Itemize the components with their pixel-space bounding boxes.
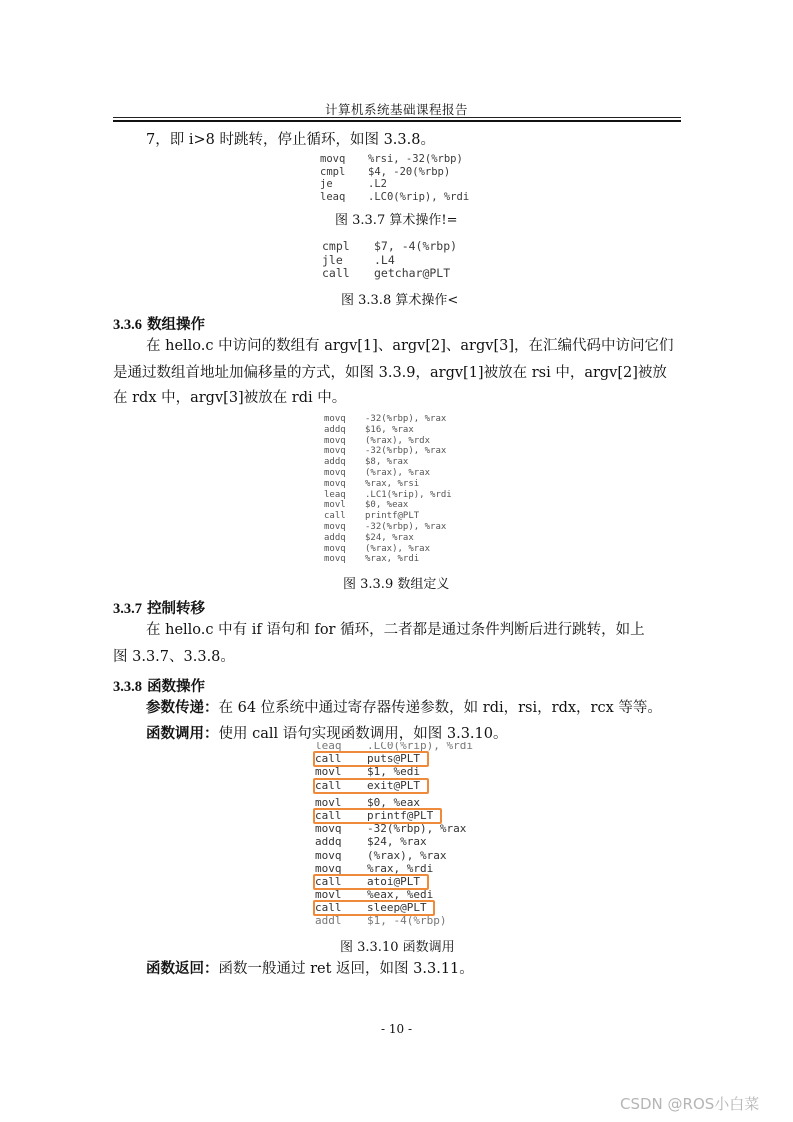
code-line — [315, 901, 473, 914]
page-header-title: 计算机系统基础课程报告 — [324, 102, 468, 117]
code-instruction: je — [320, 178, 333, 190]
function-return-label: 函数返回： — [146, 961, 219, 977]
code-instruction: movq — [324, 467, 346, 478]
section-heading-337 — [113, 597, 205, 618]
code-figure-338 — [322, 240, 457, 281]
code-operands: -32(%rbp), %rax — [367, 822, 467, 836]
section-heading-338 — [113, 675, 205, 696]
code-operands: atoi@PLT — [367, 874, 420, 888]
code-operands: (%rax), %rax — [367, 848, 447, 862]
code-line — [320, 153, 469, 166]
code-instruction: movq — [324, 435, 346, 446]
code-operands: printf@PLT — [367, 808, 434, 822]
code-line — [324, 425, 452, 436]
code-line — [324, 554, 452, 565]
code-instruction: movq — [324, 521, 346, 532]
code-instruction: movl — [315, 765, 342, 779]
code-instruction: movq — [324, 543, 346, 554]
code-instruction: movl — [315, 795, 342, 809]
section-number: 3.3.7 — [113, 601, 142, 617]
section-title: 控制转移 — [147, 601, 206, 617]
function-call-text: 使用 call 语句实现函数调用，如图 3.3.10。 — [218, 726, 508, 742]
code-operands: $1, %edi — [367, 765, 420, 779]
code-instruction: movq — [320, 153, 346, 165]
code-operands: $24, %rax — [365, 532, 414, 543]
paragraph-line: 在 hello.c 中有 if 语句和 for 循环，二者都是通过条件判断后进行跳转，如上 — [146, 622, 645, 638]
code-instruction: addl — [315, 914, 342, 928]
code-operands: .L2 — [368, 178, 387, 190]
code-line — [320, 178, 469, 191]
page-number: - 10 - — [380, 1022, 412, 1036]
code-operands: printf@PLT — [365, 511, 420, 522]
code-operands: $7, -4(%rbp) — [374, 239, 458, 253]
code-line — [315, 765, 473, 778]
code-line — [324, 446, 452, 457]
code-line — [324, 468, 452, 479]
code-instruction: addq — [324, 532, 346, 543]
code-operands: $0, %eax — [365, 500, 409, 511]
section-title: 函数操作 — [147, 679, 206, 695]
code-line — [324, 511, 452, 522]
paragraph-line: 在 rdx 中，argv[3]被放在 rdi 中。 — [113, 390, 347, 406]
code-operands: -32(%rbp), %rax — [365, 446, 447, 457]
code-operands: .LC1(%rip), %rdi — [365, 489, 452, 500]
code-instruction: cmpl — [322, 239, 350, 253]
code-line — [315, 835, 473, 848]
code-operands: -32(%rbp), %rax — [365, 521, 447, 532]
code-line — [324, 500, 452, 511]
paragraph-line: 图 3.3.7、3.3.8。 — [113, 649, 235, 665]
function-return-text: 函数一般通过 ret 返回，如图 3.3.11。 — [218, 961, 474, 977]
code-instruction: jle — [322, 252, 343, 267]
code-line — [322, 267, 457, 281]
code-line — [315, 849, 473, 862]
code-instruction: leaq — [320, 190, 346, 203]
code-instruction: movq — [315, 861, 342, 875]
code-line — [315, 875, 473, 888]
code-operands: (%rax), %rax — [365, 543, 431, 554]
code-instruction: movq — [324, 446, 346, 457]
code-figure-339 — [324, 414, 452, 565]
figure-caption-3310: 图 3.3.10 函数调用 — [340, 940, 455, 955]
param-passing-line — [146, 695, 662, 722]
code-operands: .LC0(%rip), %rdi — [367, 742, 473, 752]
code-line — [315, 862, 473, 875]
code-line — [324, 479, 452, 490]
code-line — [315, 752, 473, 765]
param-passing-text: 在 64 位系统中通过寄存器传递参数，如 rdi，rsi，rdx，rcx 等等。 — [218, 700, 662, 716]
code-line — [315, 796, 473, 809]
code-operands: (%rax), %rax — [365, 467, 431, 478]
code-line — [324, 414, 452, 425]
code-figure-337 — [320, 153, 469, 203]
code-operands: puts@PLT — [367, 752, 420, 766]
code-line — [320, 191, 469, 204]
code-line — [320, 166, 469, 179]
code-instruction: addq — [324, 457, 346, 468]
code-instruction: movl — [315, 888, 342, 902]
code-operands: -32(%rbp), %rax — [365, 414, 447, 424]
header-rule-thick — [113, 120, 681, 122]
code-operands: sleep@PLT — [367, 901, 427, 915]
code-instruction: movq — [324, 554, 346, 565]
code-operands: $4, -20(%rbp) — [368, 165, 451, 178]
code-instruction: call — [315, 901, 342, 915]
code-line — [324, 436, 452, 447]
code-operands: %rax, %rdi — [367, 861, 434, 875]
code-figure-3310-lines — [315, 742, 473, 928]
intro-line: 7，即 i>8 时跳转，停止循环，如图 3.3.8。 — [146, 132, 435, 148]
header-rule-thin — [113, 117, 681, 118]
code-operands: $0, %eax — [367, 795, 420, 809]
code-line — [322, 254, 457, 268]
code-operands: getchar@PLT — [374, 266, 451, 280]
code-line — [324, 533, 452, 544]
section-heading-336 — [113, 313, 205, 334]
param-passing-label: 参数传递： — [146, 700, 219, 716]
function-return-line — [146, 956, 474, 983]
section-number: 3.3.8 — [113, 679, 142, 695]
code-instruction: addq — [315, 835, 342, 849]
code-figure-3310 — [313, 742, 473, 930]
code-line — [315, 822, 473, 835]
paragraph-line: 是通过数组首地址加偏移量的方式，如图 3.3.9，argv[1]被放在 rsi 中，argv[2]被放 — [113, 365, 667, 381]
figure-caption-339: 图 3.3.9 数组定义 — [343, 577, 450, 592]
code-instruction: movq — [324, 478, 346, 489]
code-instruction: call — [322, 266, 350, 280]
code-instruction: call — [315, 778, 342, 792]
code-instruction: movq — [315, 822, 342, 836]
code-operands: .LC0(%rip), %rdi — [368, 190, 470, 203]
code-operands: $24, %rax — [367, 835, 427, 849]
figure-caption-337: 图 3.3.7 算术操作!= — [335, 213, 458, 228]
code-line — [324, 490, 452, 501]
code-operands: exit@PLT — [367, 778, 420, 792]
code-operands: .L4 — [374, 252, 395, 267]
code-instruction: call — [315, 874, 342, 888]
code-operands: %eax, %edi — [367, 888, 434, 902]
code-instruction: movq — [315, 848, 342, 862]
code-line — [324, 544, 452, 555]
section-title: 数组操作 — [147, 317, 206, 333]
code-operands: %rax, %rsi — [365, 478, 420, 489]
code-line — [315, 809, 473, 822]
code-instruction: leaq — [324, 489, 346, 500]
code-operands: $8, %rax — [365, 457, 409, 468]
code-line — [315, 914, 473, 927]
code-instruction: cmpl — [320, 165, 346, 178]
code-instruction: call — [324, 511, 346, 522]
code-instruction: movl — [324, 500, 346, 511]
code-instruction: movq — [324, 414, 346, 424]
code-line — [324, 457, 452, 468]
function-call-label: 函数调用： — [146, 726, 219, 742]
code-operands: $16, %rax — [365, 424, 414, 435]
code-instruction: addq — [324, 424, 346, 435]
code-instruction: leaq — [315, 742, 342, 752]
figure-caption-338: 图 3.3.8 算术操作< — [341, 293, 459, 308]
code-operands: %rax, %rdi — [365, 554, 420, 565]
code-instruction: call — [315, 752, 342, 766]
code-operands: %rsi, -32(%rbp) — [368, 153, 463, 165]
code-line — [315, 779, 473, 792]
code-instruction: call — [315, 808, 342, 822]
section-number: 3.3.6 — [113, 317, 142, 333]
code-line — [322, 240, 457, 254]
watermark: CSDN @ROS小白菜 — [620, 1095, 760, 1113]
code-operands: (%rax), %rdx — [365, 435, 431, 446]
code-operands: $1, -4(%rbp) — [367, 914, 447, 928]
code-line — [324, 522, 452, 533]
paragraph-line: 在 hello.c 中访问的数组有 argv[1]、argv[2]、argv[3]，在汇编代码中访问它们 — [146, 338, 674, 354]
